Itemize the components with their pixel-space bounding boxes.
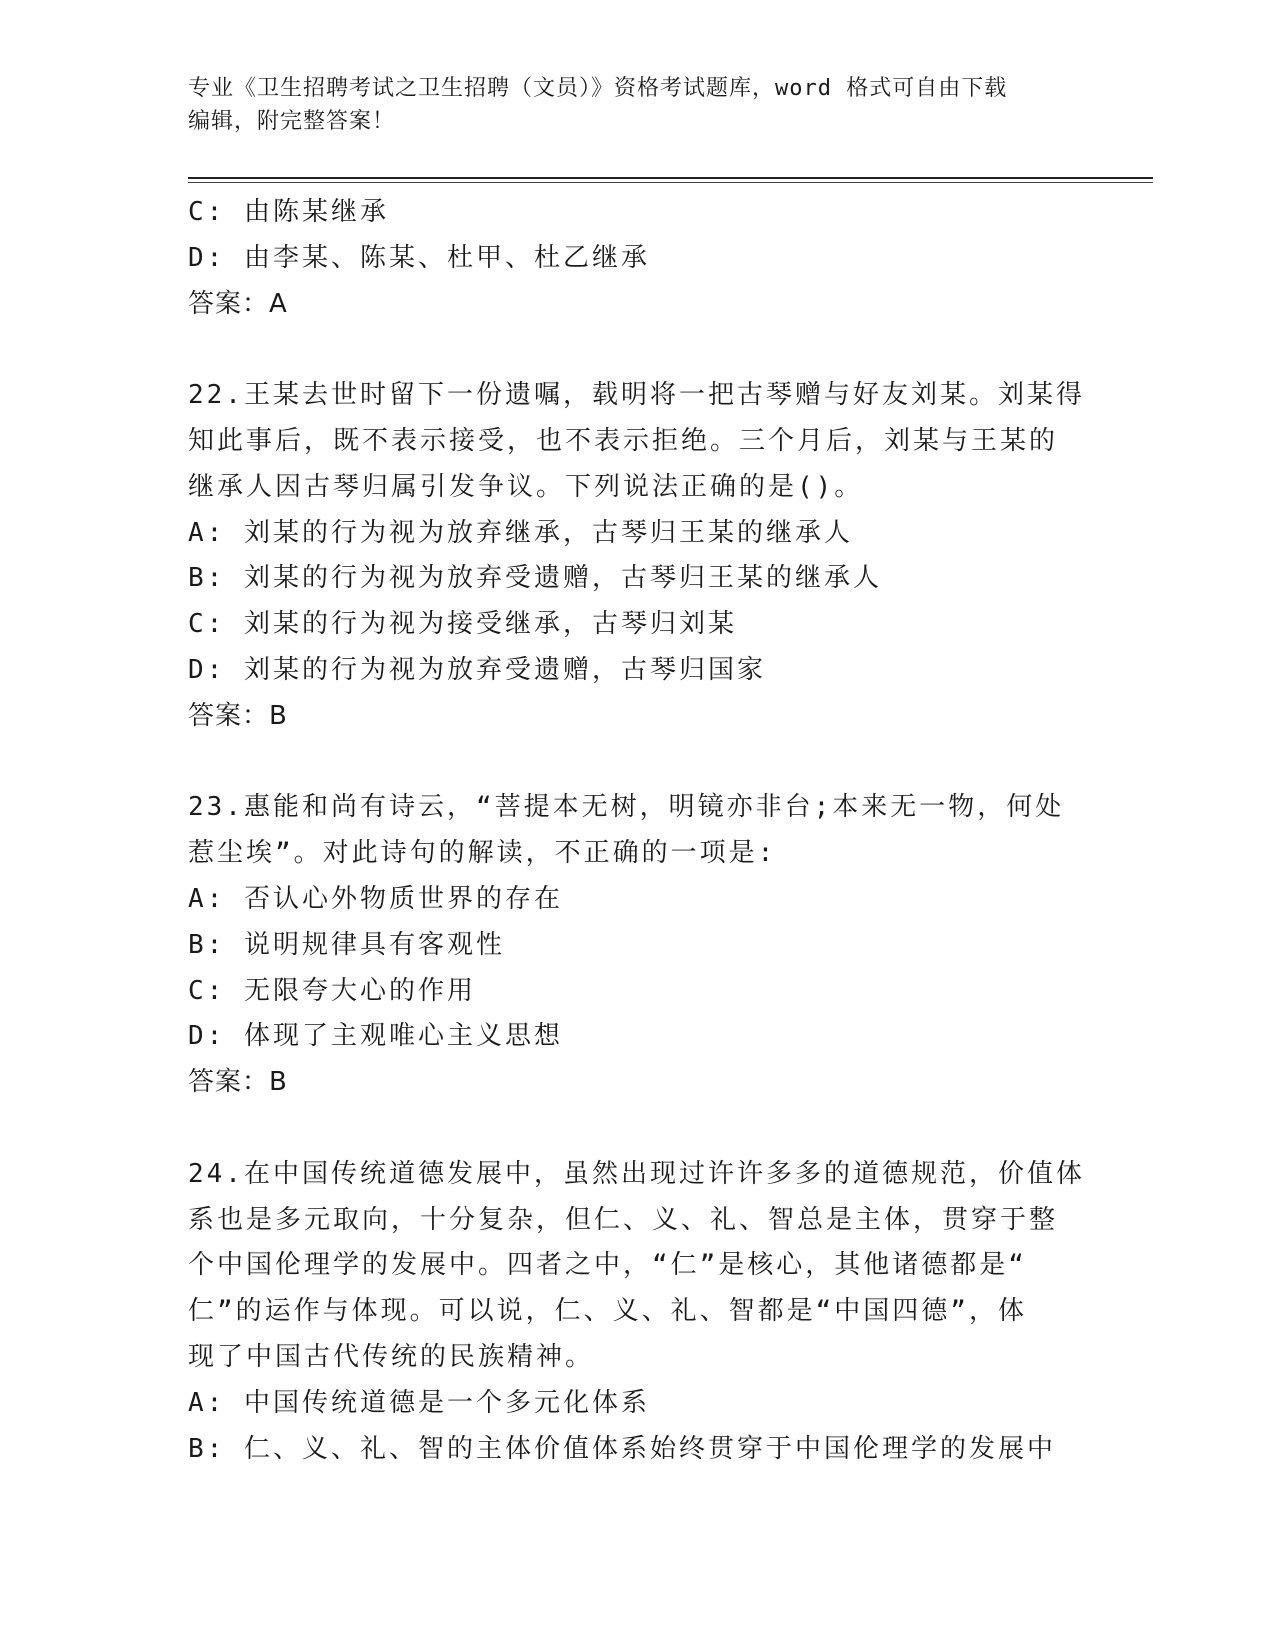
option-a: A: 否认心外物质世界的存在: [188, 883, 563, 914]
option-c: C: 无限夸大心的作用: [188, 975, 476, 1006]
header-divider: [188, 177, 1153, 179]
answer: 答案：B: [188, 700, 288, 731]
option-a: A: 中国传统道德是一个多元化体系: [188, 1387, 650, 1418]
question-stem-line: 惹尘埃”。对此诗句的解读，不正确的一项是:: [188, 838, 777, 869]
question-stem-line: 知此事后，既不表示接受，也不表示拒绝。三个月后，刘某与王某的: [188, 425, 1059, 456]
question-stem-line: 24.在中国传统道德发展中，虽然出现过许许多多的道德规范，价值体: [188, 1158, 1085, 1189]
option-b: B: 仁、义、礼、智的主体价值体系始终贯穿于中国伦理学的发展中: [188, 1433, 1056, 1464]
option-b: B: 刘某的行为视为放弃受遗赠，古琴归王某的继承人: [188, 563, 882, 594]
question-stem-line: 继承人因古琴归属引发争议。下列说法正确的是()。: [188, 471, 864, 502]
header-line-1: 专业《卫生招聘考试之卫生招聘（文员）》资格考试题库，word 格式可自由下载: [188, 76, 1008, 101]
option-d: D: 刘某的行为视为放弃受遗赠，古琴归国家: [188, 654, 766, 685]
question-stem-line: 系也是多元取向，十分复杂，但仁、义、礼、智总是主体，贯穿于整: [188, 1204, 1059, 1235]
question-stem-line: 23.惠能和尚有诗云，“菩提本无树，明镜亦非台;本来无一物，何处: [188, 792, 1065, 823]
option-c: C: 刘某的行为视为接受继承，古琴归刘某: [188, 609, 737, 640]
question-body: [188, 190, 1088, 1472]
option-d: D: 体现了主观唯心主义思想: [188, 1021, 563, 1052]
question-stem-line: 现了中国古代传统的民族精神。: [188, 1341, 595, 1372]
header-line-2: 编辑，附完整答案！: [188, 109, 396, 134]
spacer: [188, 740, 1088, 786]
answer: 答案：A: [188, 288, 288, 319]
page-header: [188, 72, 1088, 138]
option-a: A: 刘某的行为视为放弃继承，古琴归王某的继承人: [188, 517, 853, 548]
option-b: B: 说明规律具有客观性: [188, 929, 505, 960]
option-c: C: 由陈某继承: [188, 197, 389, 227]
spacer: [188, 1106, 1088, 1152]
spacer: [188, 327, 1088, 373]
question-stem-line: 仁”的运作与体现。可以说，仁、义、礼、智都是“中国四德”，体: [188, 1296, 1027, 1327]
header-divider-thin: [188, 182, 1153, 183]
question-stem-line: 个中国伦理学的发展中。四者之中，“仁”是核心，其他诸德都是“: [188, 1250, 1027, 1281]
question-stem-line: 22.王某去世时留下一份遗嘱，载明将一把古琴赠与好友刘某。刘某得: [188, 380, 1085, 411]
option-d: D: 由李某、陈某、杜甲、杜乙继承: [188, 242, 650, 273]
answer: 答案：B: [188, 1067, 288, 1098]
